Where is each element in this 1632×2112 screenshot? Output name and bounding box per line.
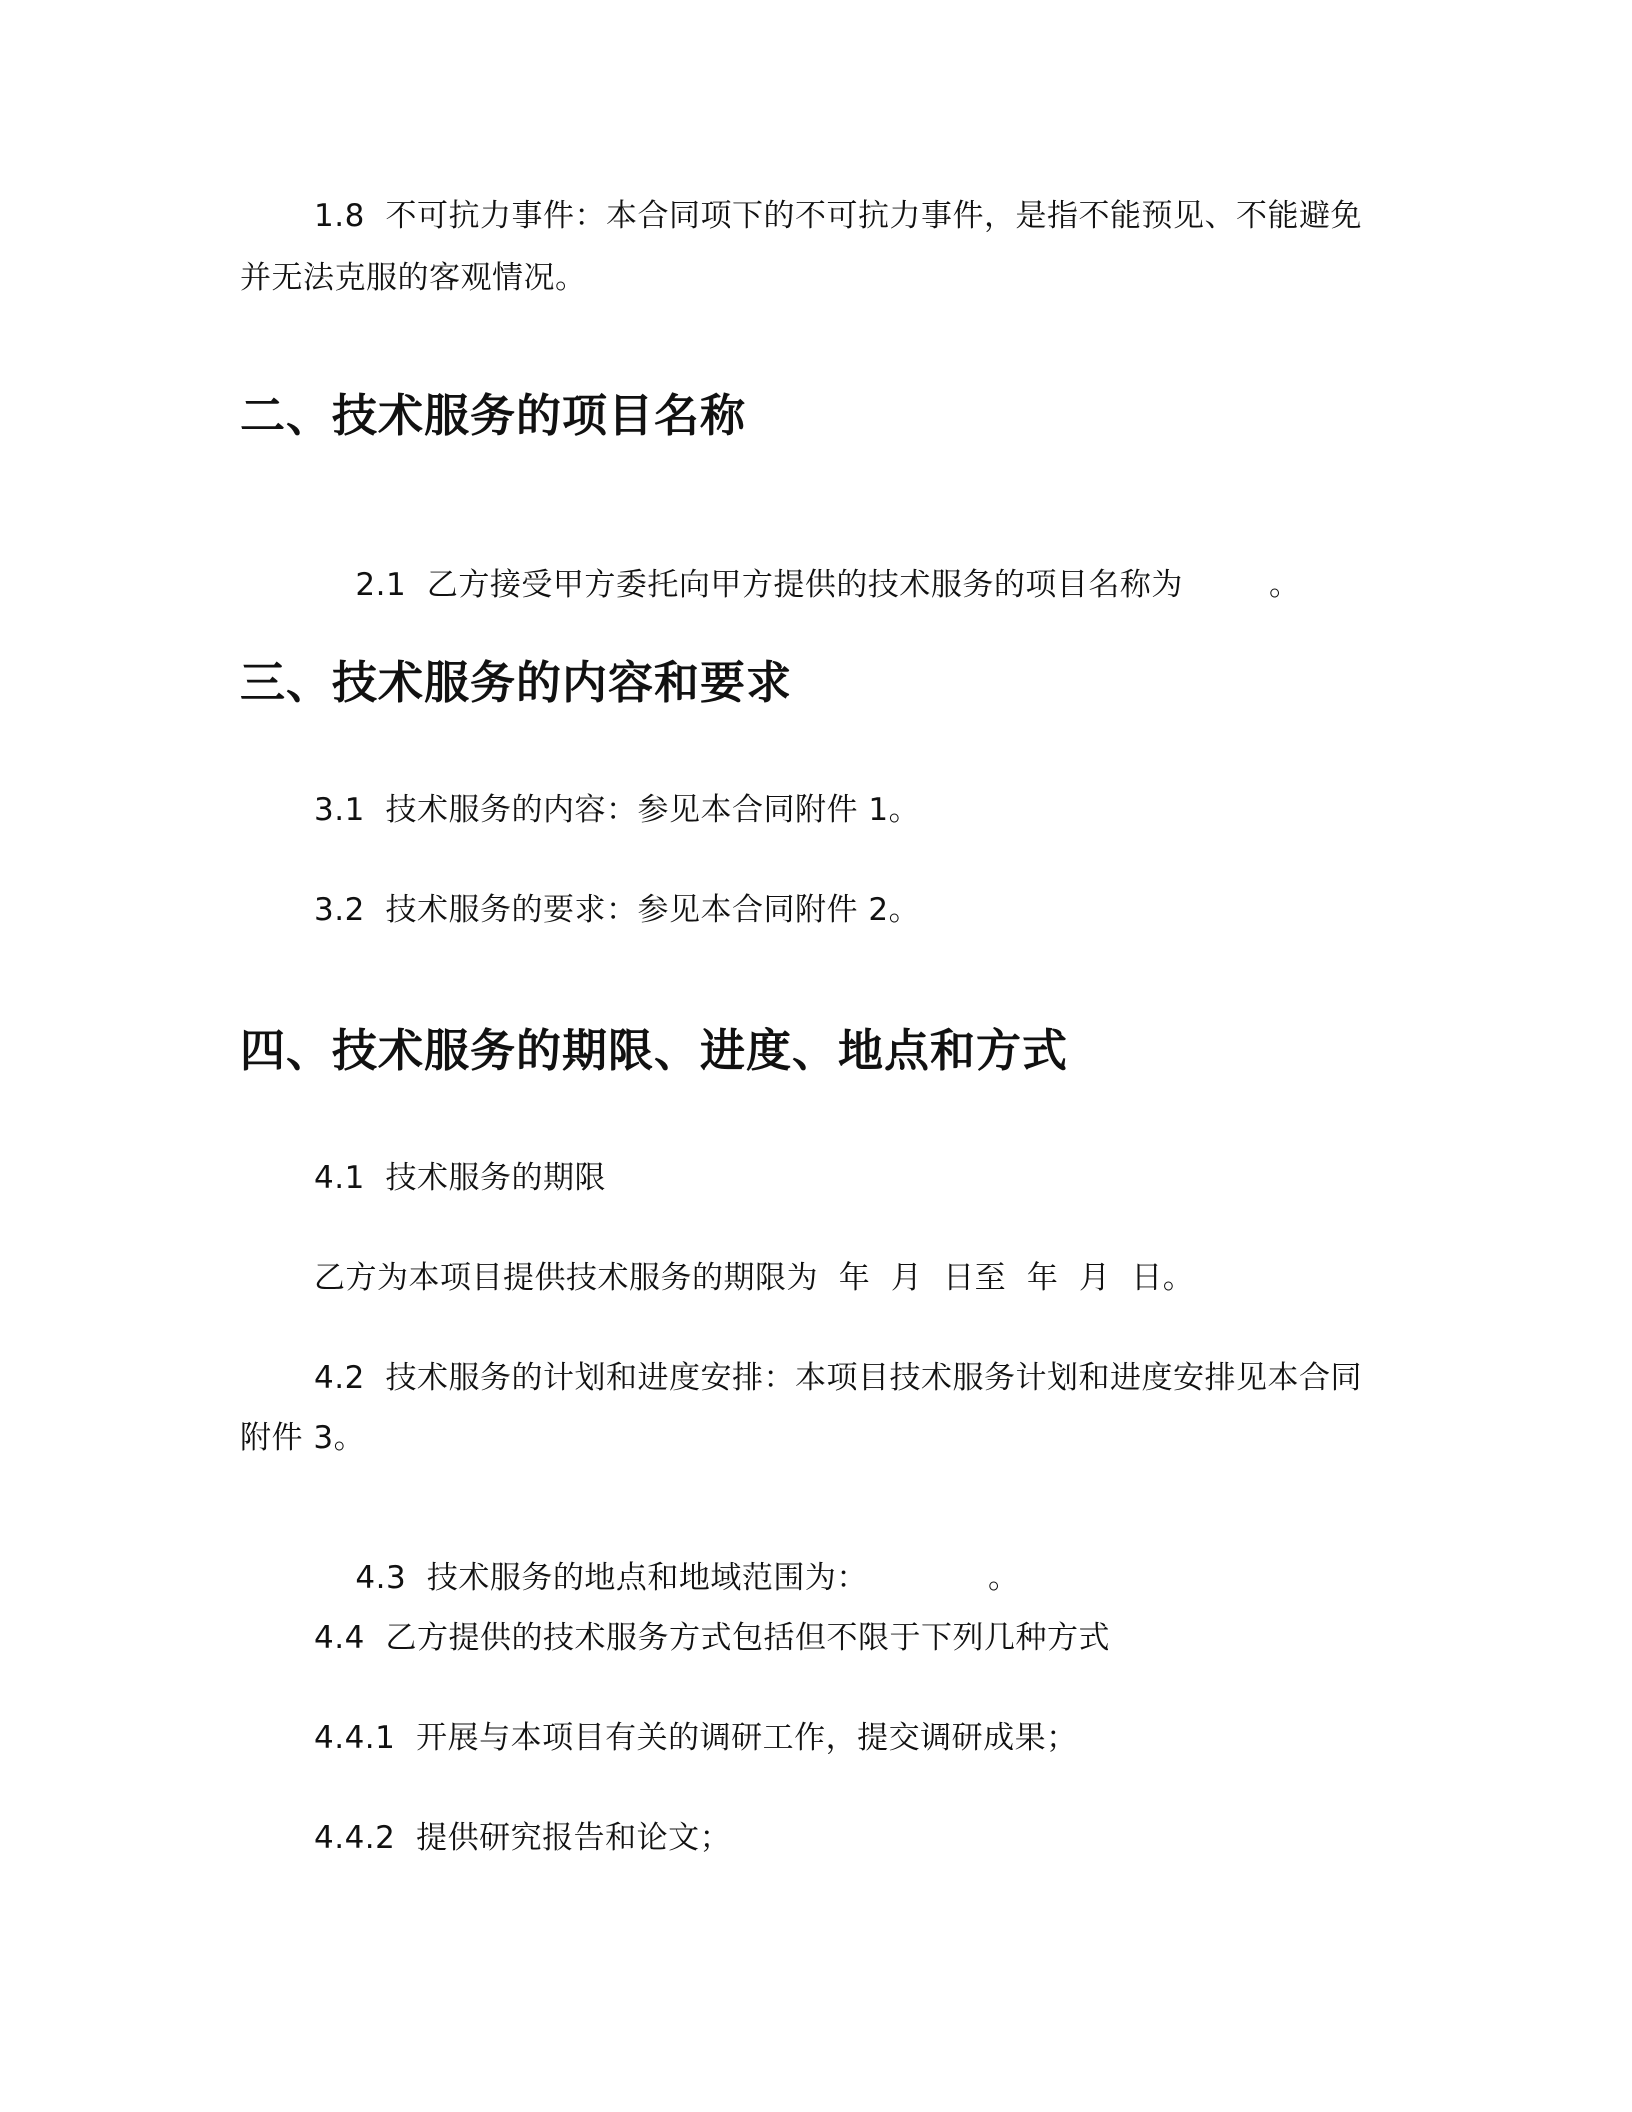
clause-2-1-text: 2.1 乙方接受甲方委托向甲方提供的技术服务的项目名称为 <box>355 567 1183 603</box>
section-3-heading: 三、技术服务的内容和要求 <box>240 656 793 709</box>
clause-4-3-text: 4.3 技术服务的地点和地域范围为： <box>355 1560 868 1596</box>
clause-2-1 <box>314 525 1300 645</box>
section-2-heading: 二、技术服务的项目名称 <box>240 389 747 442</box>
clause-4-1-body: 乙方为本项目提供技术服务的期限为 年 月 日至 年 月 日。 <box>314 1260 1195 1296</box>
clause-1-8-line2: 并无法克服的客观情况。 <box>240 260 587 296</box>
clause-4-4-1: 4.4.1 开展与本项目有关的调研工作，提交调研成果； <box>314 1720 1078 1756</box>
clause-4-3-end: 。 <box>987 1560 1020 1596</box>
clause-4-4: 4.4 乙方提供的技术服务方式包括但不限于下列几种方式 <box>314 1620 1111 1656</box>
clause-3-1: 3.1 技术服务的内容：参见本合同附件 1。 <box>314 792 921 828</box>
section-4-heading: 四、技术服务的期限、进度、地点和方式 <box>240 1024 1069 1077</box>
clause-4-1: 4.1 技术服务的期限 <box>314 1160 607 1196</box>
clause-4-2-line2: 附件 3。 <box>240 1420 366 1456</box>
clause-4-4-2: 4.4.2 提供研究报告和论文； <box>314 1820 732 1856</box>
clause-3-2: 3.2 技术服务的要求：参见本合同附件 2。 <box>314 892 921 928</box>
clause-2-1-end: 。 <box>1268 567 1301 603</box>
clause-1-8-line1: 1.8 不可抗力事件：本合同项下的不可抗力事件，是指不能预见、不能避免 <box>314 198 1363 234</box>
clause-4-2-line1: 4.2 技术服务的计划和进度安排：本项目技术服务计划和进度安排见本合同 <box>314 1360 1363 1396</box>
